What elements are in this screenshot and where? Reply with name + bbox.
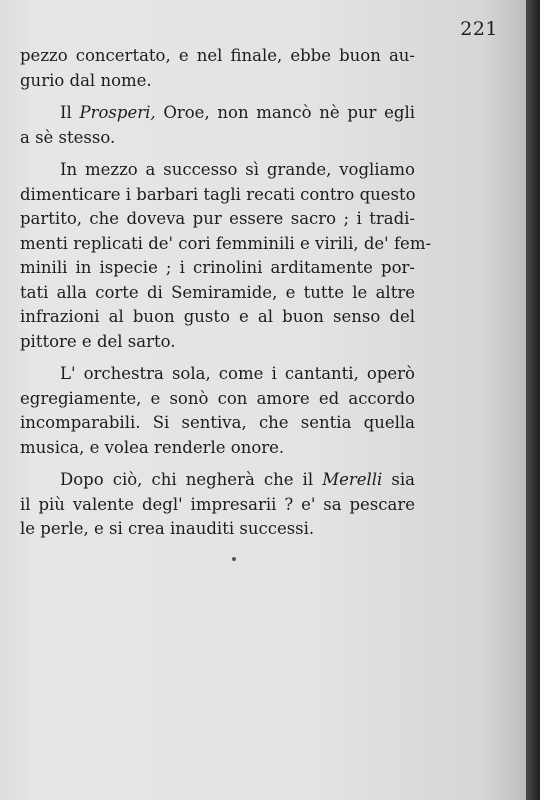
text-line: [20, 101, 415, 126]
name-prosperi: Prosperi,: [79, 103, 156, 122]
text-run: Dopo ciò, chi negherà che il: [60, 470, 323, 489]
page-number: 221: [460, 18, 498, 40]
text-line: L' orchestra sola, come i cantanti, operò: [60, 364, 415, 383]
text-run: Il: [60, 103, 80, 122]
text-line: tati alla corte di Semiramide, e tutte le altre: [20, 282, 415, 302]
text-line: menti replicati de' cori femminili e virili, de' fem-: [20, 233, 432, 253]
paragraph-3: [20, 158, 432, 354]
name-merelli: Merelli: [322, 470, 383, 489]
text-line: incomparabili. Si sentiva, che sentia quella: [20, 413, 415, 432]
text-line: gurio dal nome.: [20, 70, 152, 90]
paragraph-1: [20, 44, 415, 93]
text-line: pezzo concertato, e nel finale, ebbe buon au-: [20, 46, 415, 65]
text-line: pittore e del sarto.: [20, 331, 176, 351]
paper-speck: [232, 557, 236, 561]
text-run: Oroe, non mancò nè pur egli: [155, 103, 415, 122]
text-line: a sè stesso.: [20, 127, 116, 147]
paragraph-2: [20, 101, 415, 150]
text-line: musica, e volea renderle onore.: [20, 437, 285, 457]
text-line: egregiamente, e sonò con amore ed accordo: [20, 388, 415, 408]
text-line: [20, 468, 415, 493]
paragraph-5: [20, 468, 415, 542]
text-line: minili in ispecie ; i crinolini arditamente por-: [20, 258, 415, 277]
text-line: partito, che doveva pur essere sacro ; i tradi-: [20, 209, 415, 228]
text-line: dimenticare i barbari tagli recati contro questo: [20, 184, 416, 204]
text-line: infrazioni al buon gusto e al buon senso del: [20, 307, 415, 326]
page-edge-shadow: [526, 0, 540, 800]
paragraph-4: [20, 362, 415, 460]
text-line: In mezzo a successo sì grande, vogliamo: [60, 160, 415, 179]
body-text: [20, 44, 432, 542]
text-line: il più valente degl' impresarii ? e' sa pescare: [20, 494, 415, 514]
text-run: sia: [382, 470, 415, 489]
text-line: le perle, e si crea inauditi successi.: [20, 519, 315, 538]
